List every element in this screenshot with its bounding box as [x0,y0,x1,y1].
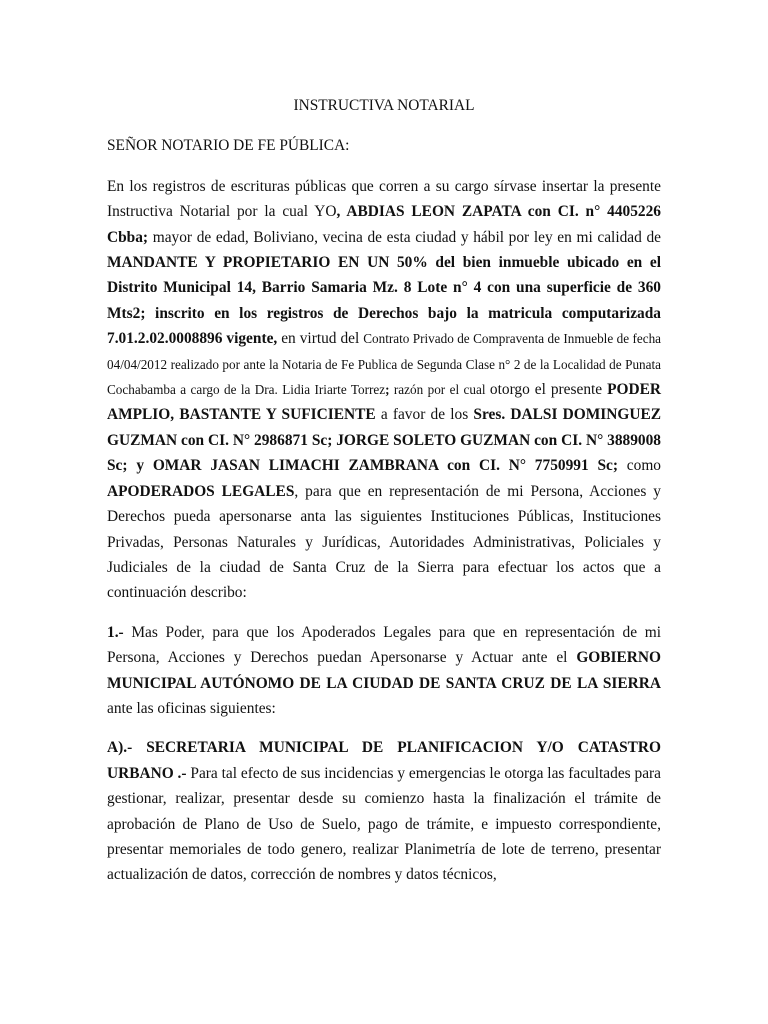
text-run: a favor de los [375,406,474,424]
attorneys-list: Sres. DALSI DOMINGUEZ GUZMAN con CI. N° 2986871 Sc; JORGE SOLETO GUZMAN con CI. N° 3889008 Sc; y OMAR JASAN LIMACHI ZAMBRANA con CI. N° 7750991 Sc; [107,406,661,475]
clause-number: 1.- [107,623,124,641]
text-run: ante las oficinas siguientes: [107,699,276,717]
text-run: Mas Poder, para que los Apoderados Legales para que en representación de mi Persona, Acciones y Derechos puedan Apersonarse y Actuar ante el [107,623,661,667]
document-title: INSTRUCTIVA NOTARIAL [293,97,475,114]
text-run: otorgo el presente [489,381,608,399]
contract-reference: Contrato Privado de Compraventa de Inmueble de fecha 04/04/2012 realizado por ante la Notaria de Fe Publica de Segunda Clase n° 2 de la Localidad de Punata Cochabamba a cargo de la Dra. Lidia Iriarte Torrez [107,331,662,398]
text-run: como [618,457,661,475]
paragraph-mandate [107,174,661,606]
mandante-name: , ABDIAS LEON ZAPATA con CI. n° 4405226 Cbba; [107,203,661,246]
text-run: razón por el cual [389,382,490,398]
office-heading: A).- SECRETARIA MUNICIPAL DE PLANIFICACION Y/O CATASTRO URBANO .- [107,739,661,782]
document-page [107,93,661,902]
text-run: Para tal efecto de sus incidencias y emergencias le otorga las facultades para gestionar, realizar, presentar desde su comienzo hasta la finalización el trámite de aprobación de Plano de Uso de Suelo, pago de trámite, e impuesto correspondiente, presentar memoriales de todo genero, realizar Planimetría de lote de terreno, presentar actualización de datos, corrección de nombres y datos técnicos, [107,764,661,884]
power-type: PODER AMPLIO, BASTANTE Y SUFICIENTE [107,381,661,424]
text-run: , para que en representación de mi Persona, Acciones y Derechos pueda apersonarse anta las siguientes Instituciones Públicas, Instituciones Privadas, Personas Naturales y Jurídicas, Autoridades Administrativas, Policiales y Judiciales de la ciudad de Santa Cruz de la Sierra para efectuar los actos que a continuación describo: [107,482,662,602]
paragraph-clause-a [107,735,661,887]
attorneys-role: APODERADOS LEGALES [107,482,295,500]
text-run: en virtud del [277,330,364,348]
paragraph-clause-1 [107,620,661,722]
addressee-line: SEÑOR NOTARIO DE FE PÚBLICA: [107,137,350,155]
text-run: ; [385,382,390,398]
property-description: MANDANTE Y PROPIETARIO EN UN 50% del bien inmueble ubicado en el Distrito Municipal 14, Barrio Samaria Mz. 8 Lote n° 4 con una superficie de 360 Mts2; inscrito en los registros de Derechos bajo la matricula computarizada 7.01.2.02.0008896 vigente, [107,254,661,348]
text-run: En los registros de escrituras públicas que corren a su cargo sírvase insertar la presente Instructiva Notarial por la cual YO [107,177,661,221]
institution-name: GOBIERNO MUNICIPAL AUTÓNOMO DE LA CIUDAD DE SANTA CRUZ DE LA SIERRA [107,649,661,692]
text-run: mayor de edad, Boliviano, vecina de esta ciudad y hábil por ley en mi calidad de [148,228,661,246]
